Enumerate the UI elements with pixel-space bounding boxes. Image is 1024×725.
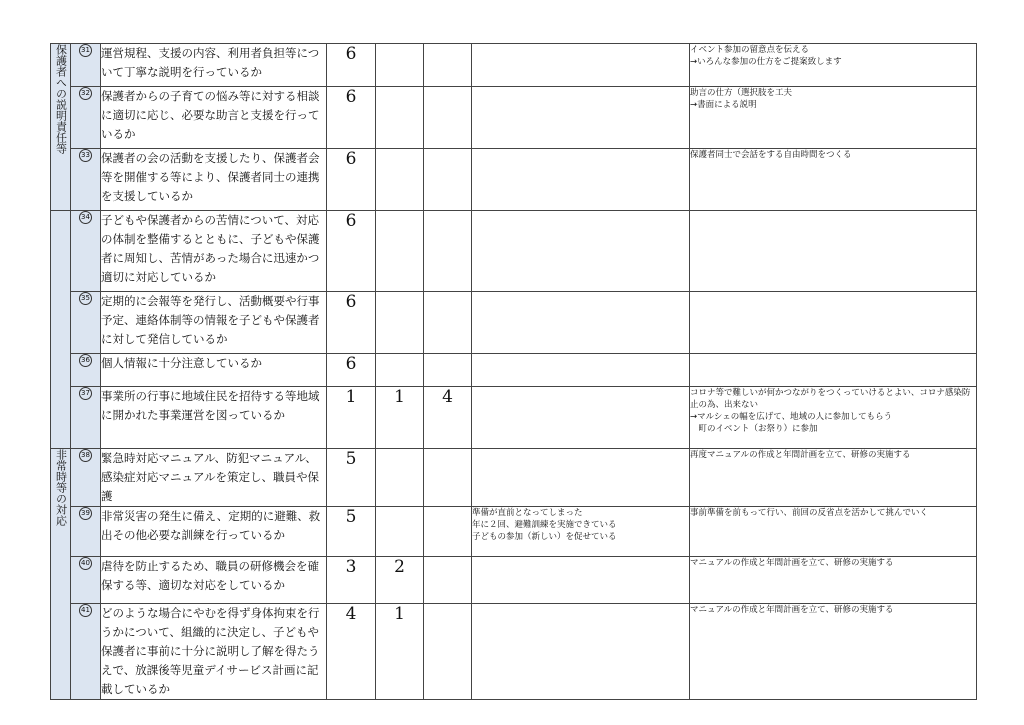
comment-cell — [472, 387, 690, 449]
table-row — [51, 211, 977, 292]
item-number-badge: 32 — [79, 87, 92, 100]
item-text: 非常災害の発生に備え、定期的に避難、救出その他必要な訓練を行っているか — [101, 507, 327, 557]
improvement-note: マニュアルの作成と年間計画を立て、研修の実施する — [690, 557, 977, 604]
item-number — [71, 387, 101, 449]
table-row — [51, 507, 977, 557]
item-number-badge: 36 — [79, 354, 92, 367]
score-col-3 — [424, 44, 472, 87]
score-col-3 — [424, 449, 472, 507]
improvement-note: イベント参加の留意点を伝える →いろんな参加の仕方をご提案致します — [690, 44, 977, 87]
item-text: 個人情報に十分注意しているか — [101, 354, 327, 387]
comment-cell — [472, 44, 690, 87]
score-col-3 — [424, 211, 472, 292]
score-col-1: 1 — [327, 387, 376, 449]
item-number — [71, 211, 101, 292]
item-number — [71, 449, 101, 507]
comment-cell — [472, 149, 690, 211]
score-col-2: 1 — [376, 604, 424, 700]
table-row — [51, 292, 977, 354]
item-number — [71, 149, 101, 211]
improvement-note: 保護者同士で会話をする自由時間をつくる — [690, 149, 977, 211]
item-number-badge: 40 — [79, 557, 92, 570]
score-col-1: 6 — [327, 44, 376, 87]
item-text: 緊急時対応マニュアル、防犯マニュアル、感染症対応マニュアルを策定し、職員や保護 — [101, 449, 327, 507]
improvement-note: 事前準備を前もって行い、前回の反省点を活かして挑んでいく — [690, 507, 977, 557]
table-row — [51, 449, 977, 507]
score-col-1: 6 — [327, 292, 376, 354]
item-text: 事業所の行事に地域住民を招待する等地域に開かれた事業運営を図っているか — [101, 387, 327, 449]
category-explanation-responsibility — [51, 44, 71, 211]
score-col-1: 3 — [327, 557, 376, 604]
table-row — [51, 387, 977, 449]
score-col-3 — [424, 87, 472, 149]
score-col-1: 6 — [327, 354, 376, 387]
item-number — [71, 507, 101, 557]
category-label: 非常時等の対応 — [54, 449, 68, 526]
item-text: 運営規程、支援の内容、利用者負担等について丁寧な説明を行っているか — [101, 44, 327, 87]
table-body — [51, 44, 977, 700]
item-number — [71, 87, 101, 149]
comment-cell: 準備が直前となってしまった 年に２回、避難訓練を実施できている 子どもの参加（新しい）を促せている — [472, 507, 690, 557]
improvement-note — [690, 292, 977, 354]
item-number-badge: 41 — [79, 604, 92, 617]
improvement-note: 助言の仕方（選択肢を工夫 →書面による説明 — [690, 87, 977, 149]
item-text: 保護者の会の活動を支援したり、保護者会等を開催する等により、保護者同士の連携を支援しているか — [101, 149, 327, 211]
item-number-badge: 39 — [79, 507, 92, 520]
item-text: 子どもや保護者からの苦情について、対応の体制を整備するとともに、子どもや保護者に周知し、苦情があった場合に迅速かつ適切に対応しているか — [101, 211, 327, 292]
score-col-2 — [376, 354, 424, 387]
score-col-1: 5 — [327, 507, 376, 557]
score-col-3 — [424, 292, 472, 354]
score-col-3 — [424, 507, 472, 557]
item-number — [71, 557, 101, 604]
improvement-note: 再度マニュアルの作成と年間計画を立て、研修の実施する — [690, 449, 977, 507]
score-col-3 — [424, 149, 472, 211]
comment-cell — [472, 211, 690, 292]
score-col-1: 6 — [327, 87, 376, 149]
score-col-2 — [376, 449, 424, 507]
score-col-2 — [376, 292, 424, 354]
table-row — [51, 354, 977, 387]
improvement-note — [690, 354, 977, 387]
table-row — [51, 149, 977, 211]
item-text: どのような場合にやむを得ず身体拘束を行うかについて、組織的に決定し、子どもや保護者に事前に十分に説明し了解を得たうえで、放課後等児童デイサービス計画に記載しているか — [101, 604, 327, 700]
item-number-badge: 35 — [79, 292, 92, 305]
item-text: 虐待を防止するため、職員の研修機会を確保する等、適切な対応をしているか — [101, 557, 327, 604]
item-number — [71, 604, 101, 700]
score-col-2 — [376, 149, 424, 211]
comment-cell — [472, 354, 690, 387]
item-number-badge: 33 — [79, 149, 92, 162]
item-number — [71, 292, 101, 354]
score-col-3: 4 — [424, 387, 472, 449]
score-col-1: 6 — [327, 149, 376, 211]
item-text: 定期的に会報等を発行し、活動概要や行事予定、連絡体制等の情報を子どもや保護者に対して発信しているか — [101, 292, 327, 354]
comment-cell — [472, 449, 690, 507]
item-number-badge: 38 — [79, 449, 92, 462]
improvement-note: マニュアルの作成と年間計画を立て、研修の実施する — [690, 604, 977, 700]
item-number-badge: 37 — [79, 387, 92, 400]
score-col-3 — [424, 557, 472, 604]
score-col-1: 5 — [327, 449, 376, 507]
score-col-2: 2 — [376, 557, 424, 604]
category-label: 保護者への説明責任等 — [54, 44, 68, 154]
score-col-1: 6 — [327, 211, 376, 292]
improvement-note — [690, 211, 977, 292]
category-emergency-response — [51, 449, 71, 700]
score-col-1: 4 — [327, 604, 376, 700]
item-number-badge: 31 — [79, 44, 92, 57]
score-col-2 — [376, 211, 424, 292]
score-col-2 — [376, 44, 424, 87]
item-number-badge: 34 — [79, 211, 92, 224]
score-col-2 — [376, 87, 424, 149]
item-number — [71, 44, 101, 87]
comment-cell — [472, 557, 690, 604]
score-col-2 — [376, 507, 424, 557]
table-row — [51, 44, 977, 87]
improvement-note: コロナ等で難しいが何かつながりをつくっていけるとよい、コロナ感染防止の為、出来ない →マルシェの幅を広げて、地域の人に参加してもらう 町のイベント（お祭り）に参加 — [690, 387, 977, 449]
table-row — [51, 604, 977, 700]
comment-cell — [472, 292, 690, 354]
score-col-2: 1 — [376, 387, 424, 449]
evaluation-table — [50, 43, 977, 700]
score-col-3 — [424, 354, 472, 387]
category-blank — [51, 211, 71, 449]
table-row — [51, 87, 977, 149]
comment-cell — [472, 87, 690, 149]
comment-cell — [472, 604, 690, 700]
table-row — [51, 557, 977, 604]
item-text: 保護者からの子育ての悩み等に対する相談に適切に応じ、必要な助言と支援を行っているか — [101, 87, 327, 149]
score-col-3 — [424, 604, 472, 700]
item-number — [71, 354, 101, 387]
